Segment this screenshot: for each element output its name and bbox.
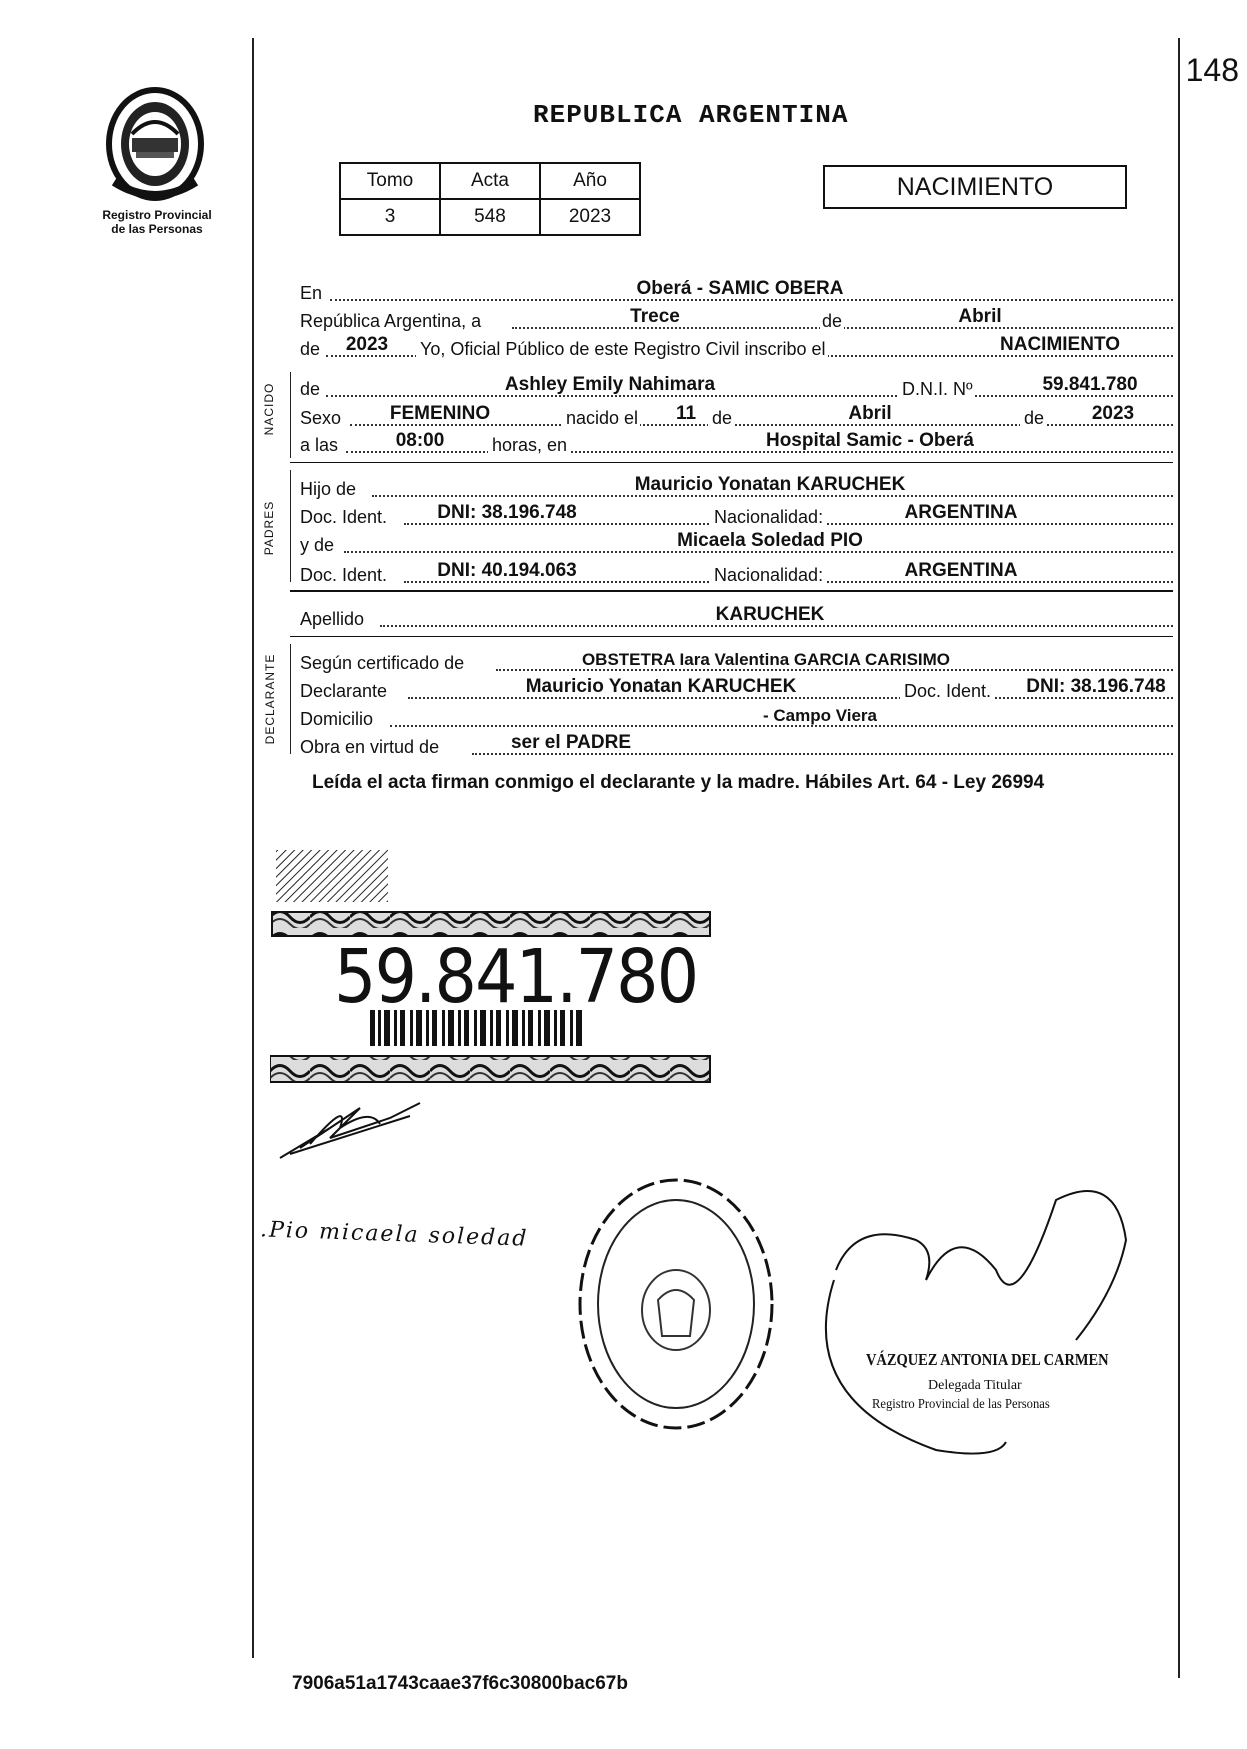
inscribe-value: NACIMIENTO — [1000, 334, 1120, 355]
act-type-box: NACIMIENTO — [823, 165, 1127, 209]
right-margin-line — [1178, 38, 1180, 1678]
page-number: 148 — [1185, 52, 1239, 88]
nacido-dni: 59.841.780 — [1042, 374, 1138, 395]
de-label-2: de — [708, 408, 734, 429]
apellido-value: KARUCHEK — [715, 604, 825, 625]
row-apellido — [300, 604, 1173, 630]
obra-label: Obra en virtud de — [300, 737, 440, 757]
father-doc: DNI: 38.196.748 — [437, 502, 577, 523]
official-name: VÁZQUEZ ANTONIA DEL CARMEN — [866, 1350, 1109, 1369]
mother-handwritten-name: .Pio micaela soledad — [259, 1217, 529, 1252]
logo-caption-line1: Registro Provincial — [102, 208, 212, 222]
logo-caption-line2: de las Personas — [111, 222, 203, 236]
en-label: En — [300, 283, 323, 303]
row-mother — [300, 530, 1173, 556]
father-name: Mauricio Yonatan KARUCHEK — [634, 474, 906, 495]
declarante-section-label: DECLARANTE — [263, 653, 277, 745]
dni-label: D.N.I. Nº — [898, 379, 975, 400]
divider-1 — [290, 462, 1173, 463]
month-text: Abril — [958, 306, 1002, 327]
y-de-label: y de — [300, 535, 335, 555]
divider-2 — [290, 590, 1173, 592]
birth-day: 11 — [675, 403, 697, 424]
nacido-el-label: nacido el — [562, 408, 640, 429]
row-mother-doc — [300, 560, 1173, 586]
official-signature — [816, 1180, 1136, 1470]
official-role: Delegada Titular — [928, 1378, 1022, 1393]
document-title: REPUBLICA ARGENTINA — [533, 100, 849, 130]
anio-header: Año — [540, 163, 640, 199]
decl-name: Mauricio Yonatan KARUCHEK — [525, 676, 797, 697]
row-father-doc — [300, 502, 1173, 528]
anio-value: 2023 — [540, 199, 640, 235]
father-nationality: ARGENTINA — [904, 502, 1018, 523]
alas-label: a las — [300, 435, 339, 455]
cert-value: OBSTETRA Iara Valentina GARCIA CARISIMO — [581, 650, 951, 669]
mother-doc: DNI: 40.194.063 — [437, 560, 577, 581]
row-domicilio — [300, 704, 1173, 730]
row-obra — [300, 732, 1173, 758]
acta-value: 548 — [440, 199, 540, 235]
acta-header: Acta — [440, 163, 540, 199]
birth-place: Hospital Samic - Oberá — [765, 430, 974, 451]
row-certificado — [300, 648, 1173, 674]
birth-month: Abril — [848, 403, 892, 424]
mother-name: Micaela Soledad PIO — [677, 530, 863, 551]
father-nac-label: Nacionalidad: — [710, 507, 825, 528]
padres-section-label: PADRES — [262, 500, 276, 556]
dom-label: Domicilio — [300, 709, 374, 729]
decl-doc-label: Doc. Ident. — [900, 681, 993, 702]
row-declarante — [300, 676, 1173, 702]
declarante-bracket — [290, 644, 291, 754]
mother-doc-label: Doc. Ident. — [300, 565, 388, 585]
tomo-header: Tomo — [340, 163, 440, 199]
de2-label: de — [300, 339, 321, 359]
horas-label: horas, en — [488, 435, 569, 456]
sexo-value: FEMENINO — [389, 403, 491, 424]
en-value: Oberá - SAMIC OBERA — [636, 278, 844, 299]
decl-label: Declarante — [300, 681, 388, 701]
document-hash: 7906a51a1743caae37f6c30800bac67b — [292, 1673, 628, 1694]
legal-notice: Leída el acta firman conmigo el declarante y la madre. Hábiles Art. 64 - Ley 26994 — [312, 772, 1045, 793]
padres-bracket — [290, 470, 291, 582]
year: 2023 — [345, 334, 389, 355]
nacido-bracket — [290, 372, 291, 458]
de-label-3: de — [1020, 408, 1046, 429]
day-text: Trece — [630, 306, 680, 327]
father-doc-label: Doc. Ident. — [300, 507, 388, 527]
birth-time: 08:00 — [395, 430, 445, 451]
row-fecha — [300, 306, 1173, 332]
father-signature — [270, 1088, 430, 1168]
row-inscribe — [300, 334, 1173, 360]
sexo-label: Sexo — [300, 408, 342, 428]
hijo-de-label: Hijo de — [300, 479, 357, 499]
obra-value: ser el PADRE — [510, 732, 632, 753]
registry-table — [339, 162, 641, 236]
row-nacido-time — [300, 430, 1173, 456]
mother-nationality: ARGENTINA — [904, 560, 1018, 581]
nacido-name: Ashley Emily Nahimara — [504, 374, 716, 395]
nacido-section-label: NACIDO — [262, 382, 276, 436]
tomo-value: 3 — [340, 199, 440, 235]
provincia-misiones-logo — [100, 86, 210, 204]
official-registry: Registro Provincial de las Personas — [872, 1397, 1050, 1412]
divider-3 — [290, 636, 1173, 637]
official-seal — [566, 1170, 786, 1440]
row-nacido-birth — [300, 403, 1173, 429]
dom-value: - Campo Viera — [762, 706, 877, 725]
republica-label: República Argentina, a — [300, 311, 482, 331]
id-sticker-number: 59.841.780 — [334, 934, 698, 1020]
decl-doc: DNI: 38.196.748 — [1026, 676, 1166, 697]
left-margin-line — [252, 38, 254, 1658]
row-en — [300, 278, 1173, 304]
row-nacido-name — [300, 374, 1173, 400]
de-label: de — [822, 311, 843, 331]
yo-label: Yo, Oficial Público de este Registro Civil inscribo el — [416, 339, 828, 360]
nacido-de-label: de — [300, 379, 321, 399]
cert-label: Según certificado de — [300, 653, 465, 673]
logo-caption — [92, 208, 222, 236]
birth-year: 2023 — [1091, 403, 1135, 424]
mother-nac-label: Nacionalidad: — [710, 565, 825, 586]
row-father — [300, 474, 1173, 500]
apellido-label: Apellido — [300, 609, 365, 629]
